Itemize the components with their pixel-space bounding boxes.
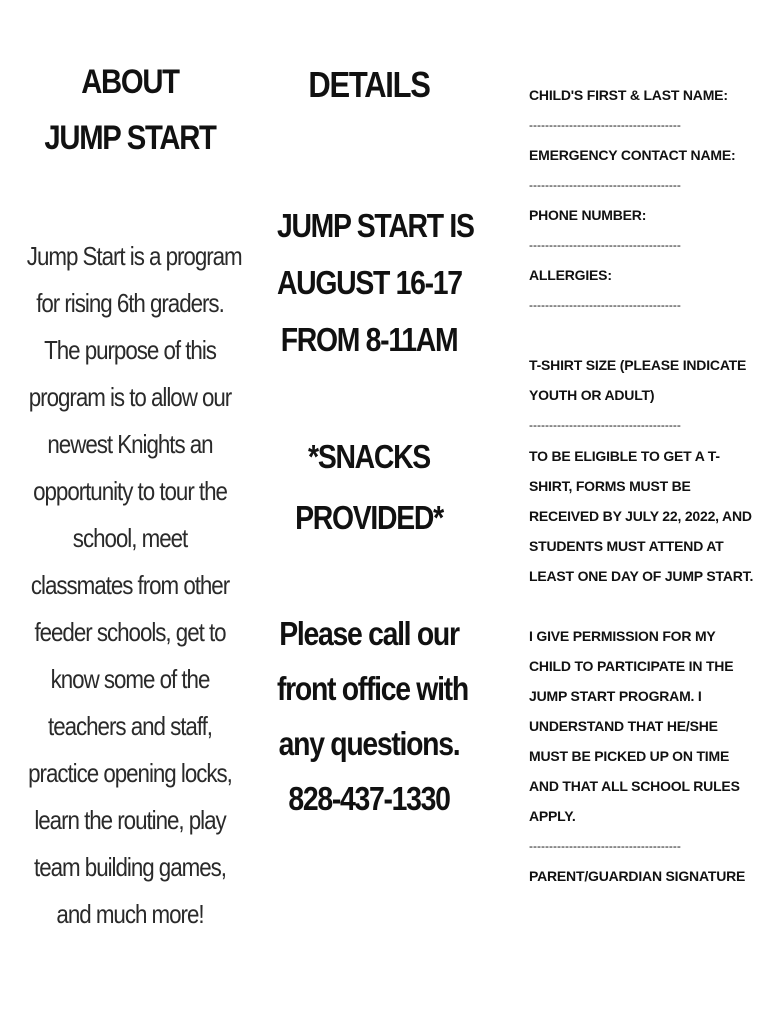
permission-line: JUMP START PROGRAM. I xyxy=(529,688,702,704)
phone-number-field xyxy=(529,200,761,260)
emergency-contact-blank[interactable]: -------------------------------------- xyxy=(529,178,681,192)
permission-statement xyxy=(529,621,761,891)
eligibility-line: TO BE ELIGIBLE TO GET A T- xyxy=(529,448,720,464)
contact-line: front office with xyxy=(276,670,468,707)
event-date-line: AUGUST 16-17 xyxy=(276,264,462,301)
phone-number-blank[interactable]: -------------------------------------- xyxy=(529,238,681,252)
event-date-line: FROM 8-11AM xyxy=(280,321,458,358)
tshirt-size-line: T-SHIRT SIZE (PLEASE INDICATE xyxy=(529,357,747,373)
permission-line: MUST BE PICKED UP ON TIME xyxy=(529,748,730,764)
emergency-contact-label: EMERGENCY CONTACT NAME: xyxy=(529,147,736,163)
tshirt-size-field xyxy=(529,350,761,440)
about-column xyxy=(10,0,250,938)
child-name-label: CHILD'S FIRST & LAST NAME: xyxy=(529,87,728,103)
child-name-blank[interactable]: -------------------------------------- xyxy=(529,118,681,132)
about-title xyxy=(27,54,233,166)
contact-line: Please call our xyxy=(279,615,459,652)
snacks-line: PROVIDED* xyxy=(295,499,443,536)
event-dates xyxy=(276,197,474,368)
snacks-line: *SNACKS xyxy=(308,438,430,475)
about-title-line: JUMP START xyxy=(44,119,216,157)
eligibility-text xyxy=(529,441,761,591)
about-line: classmates from other xyxy=(30,570,230,600)
signature-blank[interactable]: -------------------------------------- xyxy=(529,839,681,853)
about-line: newest Knights an xyxy=(47,429,213,459)
allergies-field xyxy=(529,260,761,320)
permission-line: APPLY. xyxy=(529,808,576,824)
allergies-label: ALLERGIES: xyxy=(529,267,612,283)
contact-line: any questions. xyxy=(278,725,460,762)
eligibility-line: LEAST ONE DAY OF JUMP START. xyxy=(529,568,754,584)
permission-line: I GIVE PERMISSION FOR MY xyxy=(529,628,716,644)
permission-line: CHILD TO PARTICIPATE IN THE xyxy=(529,658,734,674)
phone-number-label: PHONE NUMBER: xyxy=(529,207,647,223)
about-description xyxy=(26,233,242,938)
about-line: practice opening locks, xyxy=(28,758,232,788)
event-date-line: JUMP START IS xyxy=(276,207,474,244)
emergency-contact-field xyxy=(529,140,761,200)
tshirt-size-label xyxy=(529,350,761,410)
permission-text xyxy=(529,621,761,831)
about-line: feeder schools, get to xyxy=(34,617,226,647)
eligibility-line: STUDENTS MUST ATTEND AT xyxy=(529,538,724,554)
phone-number: 828-437-1330 xyxy=(288,780,450,817)
about-title-line: ABOUT xyxy=(81,63,179,101)
about-line: teachers and staff, xyxy=(48,711,212,741)
tshirt-size-blank[interactable]: -------------------------------------- xyxy=(529,418,681,432)
about-line: program is to allow our xyxy=(28,382,232,412)
about-line: The purpose of this xyxy=(44,335,216,365)
about-line: opportunity to tour the xyxy=(33,476,227,506)
signature-label: PARENT/GUARDIAN SIGNATURE xyxy=(529,868,746,884)
eligibility-line: RECEIVED BY JULY 22, 2022, AND xyxy=(529,508,752,524)
contact-info xyxy=(276,606,468,826)
about-line: learn the routine, play xyxy=(34,805,226,835)
permission-line: UNDERSTAND THAT HE/SHE xyxy=(529,718,718,734)
details-title: DETAILS xyxy=(308,64,430,105)
snacks-notice xyxy=(277,426,461,548)
about-line: Jump Start is a program xyxy=(26,241,242,271)
allergies-blank[interactable]: -------------------------------------- xyxy=(529,298,681,312)
about-line: team building games, xyxy=(34,852,226,882)
about-line: and much more! xyxy=(56,899,204,929)
about-line: school, meet xyxy=(72,523,188,553)
about-line: know some of the xyxy=(50,664,210,694)
eligibility-notice xyxy=(529,441,761,591)
permission-line: AND THAT ALL SCHOOL RULES xyxy=(529,778,740,794)
tshirt-size-line: YOUTH OR ADULT) xyxy=(529,387,655,403)
child-name-field xyxy=(529,80,761,140)
eligibility-line: SHIRT, FORMS MUST BE xyxy=(529,478,691,494)
about-line: for rising 6th graders. xyxy=(36,288,224,318)
details-column xyxy=(262,0,476,826)
